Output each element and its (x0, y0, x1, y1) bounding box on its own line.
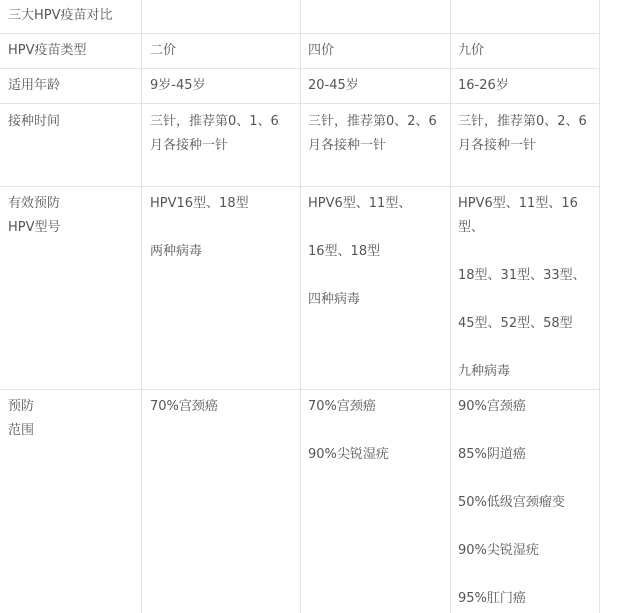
scope-bivalent-line: 70%宫颈癌 (150, 399, 218, 414)
column-divider (141, 0, 142, 613)
types-nonavalent-line: 18型、31型、33型、 (458, 268, 586, 283)
scope-nonavalent-line: 95%肛门癌 (458, 591, 526, 606)
scope-label-line: 范围 (8, 423, 35, 438)
types-quadrivalent-line: 四种病毒 (308, 292, 361, 307)
schedule-nonavalent-line: 三针，推荐第0、2、6 (458, 114, 587, 129)
types-nonavalent-line: 45型、52型、58型 (458, 316, 573, 331)
scope-nonavalent-line: 90%尖锐湿疣 (458, 543, 539, 558)
header-quadrivalent: 四价 (308, 43, 335, 58)
scope-quadrivalent-line: 70%宫颈癌 (308, 399, 376, 414)
types-label-line: 有效预防 (8, 196, 61, 211)
column-divider (450, 0, 451, 613)
scope-nonavalent-line: 50%低级宫颈瘤变 (458, 495, 565, 510)
schedule-quadrivalent-line: 月各接种一针 (308, 138, 387, 153)
column-divider (300, 0, 301, 613)
schedule-bivalent-line: 三针，推荐第0、1、6 (150, 114, 279, 129)
types-bivalent-line: 两种病毒 (150, 244, 203, 259)
types-nonavalent-line: 型、 (458, 220, 485, 235)
table-title: 三大HPV疫苗对比 (8, 8, 113, 23)
scope-label-line: 预防 (8, 399, 35, 414)
schedule-label: 接种时间 (8, 114, 61, 129)
scope-nonavalent-line: 90%宫颈癌 (458, 399, 526, 414)
types-nonavalent-line: HPV6型、11型、16 (458, 196, 578, 211)
scope-nonavalent-line: 85%阴道癌 (458, 447, 526, 462)
schedule-nonavalent-line: 月各接种一针 (458, 138, 537, 153)
header-bivalent: 二价 (150, 43, 177, 58)
types-label-line: HPV型号 (8, 220, 61, 235)
schedule-quadrivalent-line: 三针，推荐第0、2、6 (308, 114, 437, 129)
header-nonavalent: 九价 (458, 43, 485, 58)
age-bivalent: 9岁-45岁 (150, 78, 206, 93)
age-label: 适用年龄 (8, 78, 61, 93)
header-label: HPV疫苗类型 (8, 43, 87, 58)
schedule-bivalent-line: 月各接种一针 (150, 138, 229, 153)
age-quadrivalent: 20-45岁 (308, 78, 359, 93)
column-divider (599, 0, 600, 613)
types-quadrivalent-line: 16型、18型 (308, 244, 381, 259)
types-nonavalent-line: 九种病毒 (458, 364, 511, 379)
types-quadrivalent-line: HPV6型、11型、 (308, 196, 412, 211)
age-nonavalent: 16-26岁 (458, 78, 509, 93)
scope-quadrivalent-line: 90%尖锐湿疣 (308, 447, 389, 462)
types-bivalent-line: HPV16型、18型 (150, 196, 249, 211)
